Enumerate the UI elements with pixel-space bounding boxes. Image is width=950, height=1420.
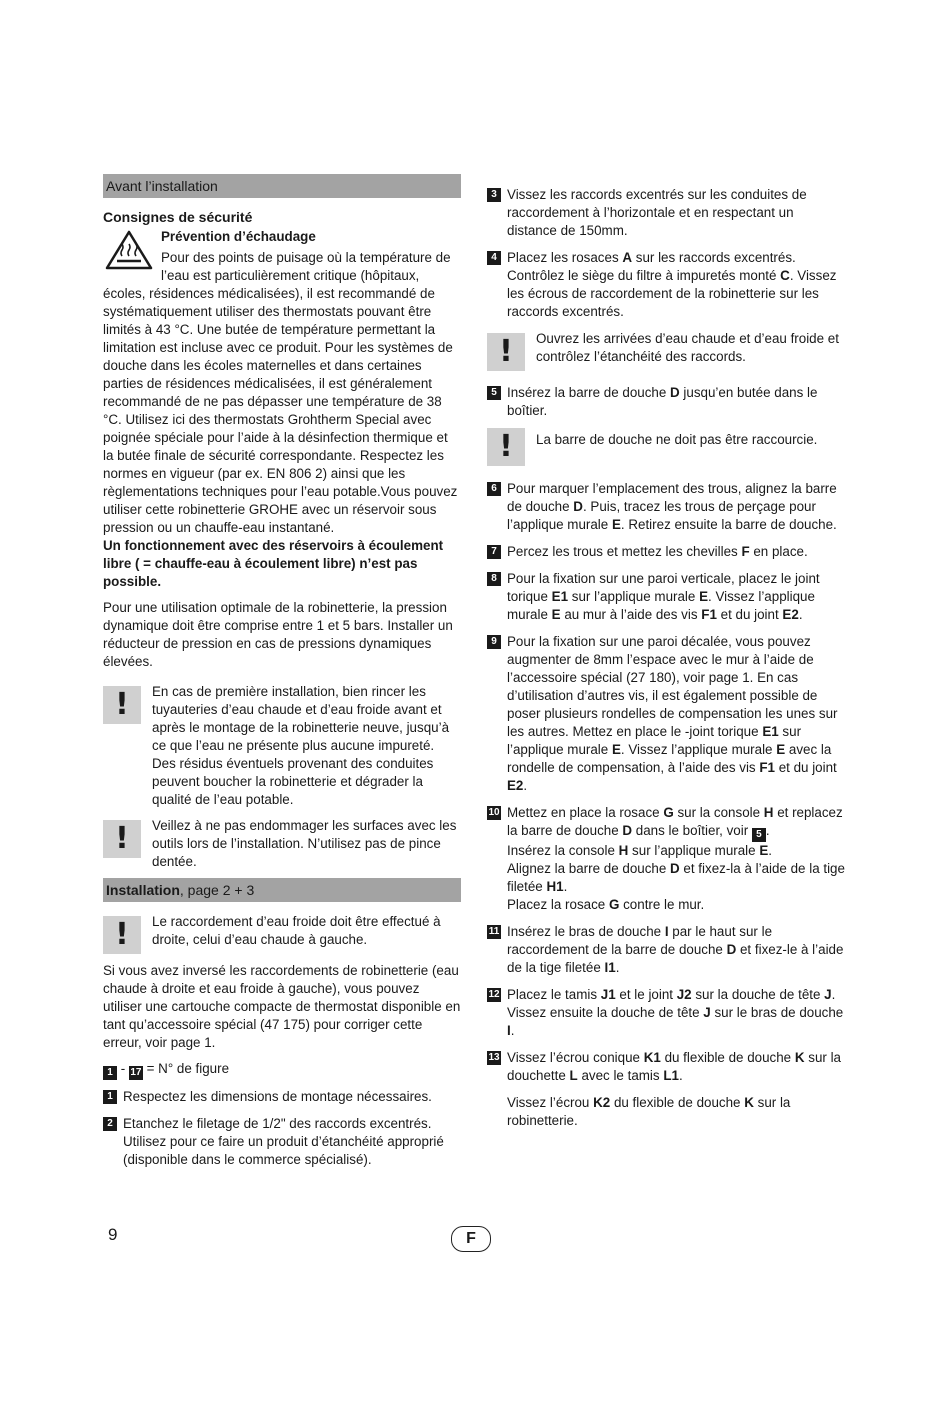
step-number: 12 bbox=[488, 989, 500, 1000]
step-12 bbox=[487, 986, 845, 1040]
step-3 bbox=[487, 186, 845, 240]
figure-range-legend bbox=[103, 1060, 461, 1080]
step-number: 10 bbox=[488, 807, 500, 818]
section-title: Avant l’installation bbox=[106, 178, 218, 194]
safety-heading: Consignes de sécurité bbox=[103, 209, 253, 225]
scald-text-1: Pour des points de puisage où la température de l’eau est particulièrement critique (hôpitaux, bbox=[161, 250, 451, 283]
warning-text: Veillez à ne pas endommager les surfaces avec les outils lors de l’installation. N’utilisez pas de pince dentée. bbox=[152, 818, 457, 869]
free-flow-note: Un fonctionnement avec des réservoirs à écoulement libre ( = chauffe-eau à écoulement libre) n’est pas possible. bbox=[103, 538, 444, 589]
section-header-before-installation bbox=[103, 174, 461, 198]
warning-flush-pipes bbox=[103, 683, 461, 809]
warning-text: Ouvrez les arrivées d’eau chaude et d’eau froide et contrôlez l’étanchéité des raccords. bbox=[536, 331, 839, 364]
step-number: 13 bbox=[488, 1052, 500, 1063]
step-1 bbox=[103, 1088, 461, 1106]
step-text: Vissez l’écrou conique K1 du flexible de douche K sur la douchette L avec le tamis L1. Vissez l’écrou K2 du flexible de douche K sur la robinetterie. bbox=[507, 1050, 841, 1128]
warning-text: La barre de douche ne doit pas être raccourcie. bbox=[536, 432, 818, 447]
step-number: 1 bbox=[103, 1090, 117, 1104]
scald-block bbox=[103, 228, 461, 537]
step-text: Placez le tamis J1 et le joint J2 sur la douche de tête J. Vissez ensuite la douche de tête J sur le bras de douche I. bbox=[507, 987, 844, 1038]
step-number: 2 bbox=[103, 1117, 117, 1131]
section-title: Installation bbox=[106, 882, 180, 898]
exclamation-icon: ! bbox=[103, 686, 141, 724]
page-number: 9 bbox=[108, 1225, 118, 1244]
step-11 bbox=[487, 923, 845, 977]
figure-legend-text: = N° de figure bbox=[142, 1061, 230, 1076]
warning-text: En cas de première installation, bien rincer les tuyauteries d’eau chaude et d’eau froide avant et après le montage de la robinetterie neuve, jusqu’à ce que l’eau ne présente plus aucune impureté. Des résidus éventuels provenant des conduites peuvent boucher la robinetterie et dégrader la qualité de l’eau potable. bbox=[152, 684, 450, 807]
language-badge: F bbox=[451, 1226, 491, 1252]
step-5 bbox=[487, 384, 845, 420]
step-number: 11 bbox=[488, 926, 500, 937]
step-text: Pour la fixation sur une paroi verticale, placez le joint torique E1 sur l’applique murale E. Vissez l’applique murale E au mur à l’aide des vis F1 et du joint E2. bbox=[507, 571, 820, 622]
step-number: 8 bbox=[487, 572, 501, 586]
figure-number-badge: 17 bbox=[130, 1067, 142, 1078]
warning-surfaces bbox=[103, 817, 461, 871]
pressure-text: Pour une utilisation optimale de la robinetterie, la pression dynamique doit être comprise entre 1 et 5 bars. Installer un réducteur de pression en cas de pressions dynamiques élevées. bbox=[103, 600, 453, 669]
figure-number-badge: 5 bbox=[752, 828, 766, 842]
step-4 bbox=[487, 249, 845, 321]
section-header-installation bbox=[103, 878, 461, 902]
step-2 bbox=[103, 1115, 461, 1169]
step-10 bbox=[487, 804, 845, 914]
hot-surface-warning-icon bbox=[105, 230, 153, 270]
warning-connections bbox=[103, 913, 461, 954]
step-number: 4 bbox=[487, 251, 501, 265]
exclamation-icon: ! bbox=[487, 333, 525, 371]
exclamation-icon: ! bbox=[103, 820, 141, 858]
exclamation-icon: ! bbox=[487, 428, 525, 466]
step-text: Insérez le bras de douche I par le haut sur le raccordement de la barre de douche D et fixez-le à l’aide de la tige filetée I1. bbox=[507, 924, 844, 975]
scald-text-2: écoles, résidences médicalisées), il est recommandé de systématiquement utiliser des thermostats pouvant être limités à 43 °C. Une butée de température permettant la limitation est incluse avec ce produit. Pour les systèmes de douche dans les écoles maternelles et dans certaines parties de résidences médicalisées, il est généralement recommandé de ne pas dépasser une température de 38 °C. Utilisez ici des thermostats Grohtherm Special avec poignée spéciale pour l’aide à la désinfection thermique et la butée finale de sécurité correspondante. Respectez les normes en vigueur (par ex. EN 806 2) ainsi que les règlementations techniques pour l’eau potable.Vous pouvez utiliser cette robinetterie GROHE avec un réservoir sous pression ou un chauffe-eau instantané. bbox=[103, 286, 458, 535]
warning-text: Le raccordement d’eau froide doit être effectué à droite, celui d’eau chaude à gauche. bbox=[152, 914, 441, 947]
exclamation-icon: ! bbox=[103, 916, 141, 954]
step-text: Mettez en place la rosace G sur la console H et replacez la barre de douche D dans le boîtier, voir 5 . Insérez la console H sur l’applique murale E. Alignez la barre de douche D et fixez-la à l’aide de la tige filetée H1. Placez la rosace G contre le mur. bbox=[507, 805, 845, 912]
step-text: Percez les trous et mettez les chevilles F en place. bbox=[507, 544, 808, 559]
reverse-connection-text: Si vous avez inversé les raccordements de robinetterie (eau chaude à droite et eau froide à gauche), vous pouvez utiliser une cartouche compacte de thermostat disponible en tant qu’accessoire spécial (47 175) pour corriger cette erreur, voir page 1. bbox=[103, 963, 461, 1050]
step-text: Vissez les raccords excentrés sur les conduites de raccordement à l’horizontale et en respectant un distance de 150mm. bbox=[507, 187, 807, 238]
step-7 bbox=[487, 543, 845, 561]
step-8 bbox=[487, 570, 845, 624]
section-page-ref: , page 2 + 3 bbox=[179, 882, 255, 898]
step-number: 3 bbox=[487, 188, 501, 202]
left-column bbox=[103, 174, 461, 1178]
warning-open-supplies bbox=[487, 330, 845, 371]
dash: - bbox=[117, 1061, 129, 1076]
step-number: 6 bbox=[487, 482, 501, 496]
step-number: 7 bbox=[487, 545, 501, 559]
step-text: Respectez les dimensions de montage nécessaires. bbox=[123, 1089, 432, 1104]
step-text: Pour marquer l’emplacement des trous, alignez la barre de douche D. Puis, tracez les trous de perçage pour l’applique murale E. Retirez ensuite la barre de douche. bbox=[507, 481, 837, 532]
step-number: 9 bbox=[487, 635, 501, 649]
step-text: Pour la fixation sur une paroi décalée, vous pouvez augmenter de 8mm l’espace avec le mur à l’aide de l’accessoire spécial (27 180), voir page 1. En cas d’utilisation d’autres vis, il est également possible de poser plusieurs rondelles de compensation les unes sur les autres. Mettez en place le -joint torique E1 sur l’applique murale E. Vissez l’applique murale E avec la rondelle de compensation, à l’aide des vis F1 et du joint E2. bbox=[507, 634, 838, 793]
right-column bbox=[487, 186, 845, 1139]
figure-number-badge: 1 bbox=[103, 1066, 117, 1080]
step-text: Placez les rosaces A sur les raccords excentrés. Contrôlez le siège du filtre à impuretés monté C. Vissez les écrous de raccordement de la robinetterie sur les raccords excentrés. bbox=[507, 250, 837, 319]
step-text: Etanchez le filetage de 1/2" des raccords excentrés. Utilisez pour ce faire un produit d’étanchéité approprié (disponible dans le commerce spécialisé). bbox=[123, 1116, 444, 1167]
step-6 bbox=[487, 480, 845, 534]
scald-heading: Prévention d’échaudage bbox=[161, 229, 316, 244]
step-number: 5 bbox=[487, 386, 501, 400]
step-9 bbox=[487, 633, 845, 795]
step-text: Insérez la barre de douche D jusqu’en butée dans le boîtier. bbox=[507, 385, 818, 418]
step-13 bbox=[487, 1049, 845, 1130]
warning-do-not-shorten bbox=[487, 425, 845, 466]
